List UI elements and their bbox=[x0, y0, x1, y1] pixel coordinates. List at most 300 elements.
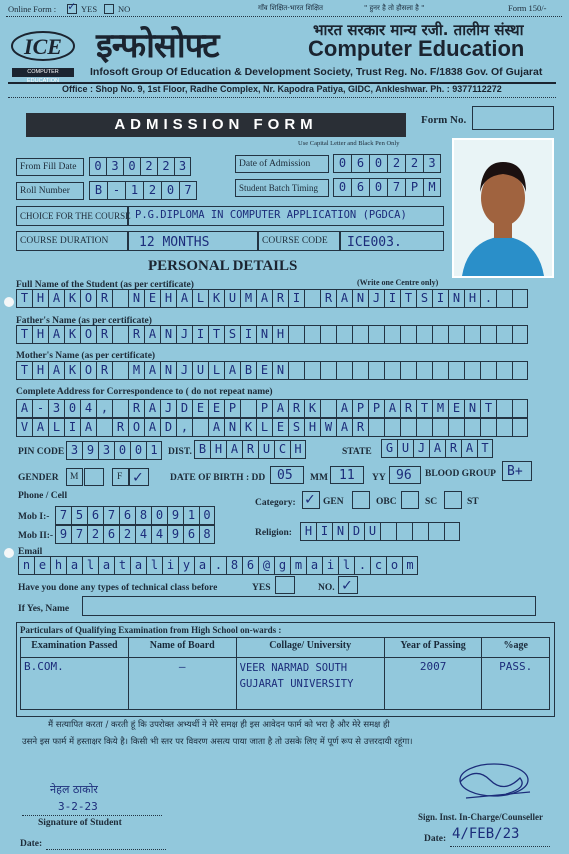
char-cell: 3 bbox=[98, 441, 114, 460]
char-cell: R bbox=[242, 440, 258, 459]
char-cell: a bbox=[306, 556, 322, 575]
char-cell bbox=[448, 418, 464, 437]
mob1-label: Mob I:- bbox=[18, 512, 50, 522]
dob-mm-label: MM bbox=[310, 473, 328, 483]
roll-number-label: Roll Number bbox=[20, 186, 70, 196]
char-cell: P bbox=[256, 399, 272, 418]
dob-yy-label: YY bbox=[372, 473, 386, 483]
if-yes-field[interactable] bbox=[82, 596, 536, 616]
char-cell: U bbox=[397, 439, 413, 458]
char-cell: 6 bbox=[242, 556, 258, 575]
tech-yes-label: YES bbox=[252, 583, 271, 593]
char-cell: 0 bbox=[199, 506, 215, 525]
char-cell bbox=[320, 361, 336, 380]
char-cell: T bbox=[480, 399, 496, 418]
blood-group-label: BLOOD GROUP bbox=[425, 469, 496, 479]
char-cell: A bbox=[144, 399, 160, 418]
student-photo bbox=[452, 138, 554, 278]
form-price: Form 150/- bbox=[508, 3, 547, 13]
address-line1-field[interactable] bbox=[16, 399, 528, 418]
check-mark-icon: ✓ bbox=[305, 489, 315, 508]
char-cell: H bbox=[210, 440, 226, 459]
religion-field[interactable] bbox=[300, 522, 460, 541]
char-cell bbox=[384, 325, 400, 344]
char-cell bbox=[512, 399, 528, 418]
char-cell: 0 bbox=[64, 399, 80, 418]
dob-yy-field[interactable]: 96 bbox=[389, 466, 421, 484]
char-cell: A bbox=[208, 418, 224, 437]
tech-yes-checkbox[interactable] bbox=[275, 576, 295, 594]
dob-label: DATE OF BIRTH : DD bbox=[170, 473, 266, 483]
father-name-field[interactable] bbox=[16, 325, 528, 344]
char-cell bbox=[496, 399, 512, 418]
char-cell: I bbox=[240, 325, 256, 344]
char-cell: 9 bbox=[82, 441, 98, 460]
char-cell: K bbox=[208, 289, 224, 308]
char-cell: A bbox=[48, 325, 64, 344]
from-fill-date-label: From Fill Date bbox=[20, 162, 77, 172]
char-cell bbox=[464, 418, 480, 437]
check-mark-icon: ✓ bbox=[133, 467, 143, 486]
mother-name-field[interactable] bbox=[16, 361, 528, 380]
char-cell: I bbox=[64, 418, 80, 437]
char-cell: H bbox=[160, 289, 176, 308]
char-cell: A bbox=[144, 418, 160, 437]
char-cell: K bbox=[240, 418, 256, 437]
hindi-tagline-2: " हुनर है तो हौसला है " bbox=[364, 4, 425, 12]
batch-timing-field[interactable]: 0 6 0 7 P M bbox=[333, 178, 441, 197]
category-obc-label: OBC bbox=[376, 497, 397, 507]
address-line2-field[interactable] bbox=[16, 418, 528, 437]
mother-name-label: Mother's Name (as per certificate) bbox=[16, 351, 156, 361]
char-cell: R bbox=[272, 289, 288, 308]
char-cell: e bbox=[34, 556, 50, 575]
roll-number-field[interactable]: B - 1 2 0 7 bbox=[89, 181, 197, 200]
char-cell bbox=[240, 399, 256, 418]
char-cell: D bbox=[348, 522, 364, 541]
char-cell: H bbox=[272, 325, 288, 344]
char-cell: a bbox=[130, 556, 146, 575]
char-cell: P bbox=[352, 399, 368, 418]
char-cell bbox=[444, 522, 460, 541]
punch-hole bbox=[4, 548, 14, 558]
char-cell bbox=[416, 361, 432, 380]
char-cell: N bbox=[352, 289, 368, 308]
course-code-label: COURSE CODE bbox=[262, 236, 328, 246]
char-cell bbox=[304, 325, 320, 344]
char-cell: R bbox=[128, 325, 144, 344]
char-cell: R bbox=[96, 325, 112, 344]
char-cell: - bbox=[32, 399, 48, 418]
char-cell bbox=[112, 361, 128, 380]
char-cell: E bbox=[256, 361, 272, 380]
category-gen-checkbox[interactable] bbox=[302, 491, 320, 509]
char-cell: l bbox=[146, 556, 162, 575]
qualify-table bbox=[20, 637, 550, 710]
email-label: Email bbox=[18, 547, 43, 557]
society-line: Infosoft Group Of Education & Development Society, Trust Reg. No. F/1838 Gov. Of Gujarat bbox=[90, 66, 543, 78]
char-cell: J bbox=[160, 399, 176, 418]
char-cell: N bbox=[272, 361, 288, 380]
char-cell: U bbox=[224, 289, 240, 308]
write-one-centre-note: (Write one Centre only) bbox=[357, 278, 439, 287]
signature-student-label: Signature of Student bbox=[38, 818, 122, 828]
char-cell: R bbox=[96, 361, 112, 380]
char-cell: M bbox=[128, 361, 144, 380]
dist-field[interactable] bbox=[194, 440, 306, 459]
char-cell bbox=[112, 325, 128, 344]
char-cell: 4 bbox=[80, 399, 96, 418]
char-cell: 1 bbox=[146, 441, 162, 460]
char-cell: H bbox=[32, 325, 48, 344]
char-cell: T bbox=[477, 439, 493, 458]
check-mark-icon: ✓ bbox=[68, 0, 76, 13]
char-cell bbox=[428, 522, 444, 541]
date-of-admission-field[interactable]: 0 6 0 2 2 3 bbox=[333, 154, 441, 173]
char-cell: W bbox=[320, 418, 336, 437]
char-cell: I bbox=[432, 289, 448, 308]
pin-code-field[interactable] bbox=[66, 441, 162, 460]
gov-hindi: भारत सरकार मान्य रजी. तालीम संस्था bbox=[313, 21, 524, 39]
char-cell: A bbox=[16, 399, 32, 418]
char-cell: n bbox=[18, 556, 34, 575]
char-cell: c bbox=[370, 556, 386, 575]
char-cell: A bbox=[336, 418, 352, 437]
pin-code-label: PIN CODE bbox=[18, 447, 65, 457]
char-cell: 8 bbox=[135, 506, 151, 525]
char-cell: 6 bbox=[183, 525, 199, 544]
char-cell: H bbox=[464, 289, 480, 308]
office-line: Office : Shop No. 9, 1st Floor, Radhe Complex, Nr. Kapodra Patiya, GIDC, Ankleshwar. Ph. : 9377112272 bbox=[62, 84, 502, 94]
counsellor-signature bbox=[446, 758, 536, 808]
gender-m-label: M bbox=[70, 472, 79, 482]
char-cell bbox=[512, 361, 528, 380]
form-no-label: Form No. bbox=[421, 114, 467, 126]
char-cell: 9 bbox=[55, 525, 71, 544]
char-cell bbox=[400, 361, 416, 380]
tech-class-label: Have you done any types of technical class before bbox=[18, 583, 218, 593]
char-cell: U bbox=[258, 440, 274, 459]
char-cell bbox=[352, 325, 368, 344]
course-code-field[interactable]: ICE003. bbox=[340, 231, 444, 251]
logo-sub: COMPUTER EDUCATION bbox=[27, 69, 59, 84]
char-cell: R bbox=[352, 418, 368, 437]
char-cell: H bbox=[32, 289, 48, 308]
char-cell: L bbox=[48, 418, 64, 437]
char-cell: T bbox=[416, 399, 432, 418]
char-cell bbox=[96, 418, 112, 437]
char-cell: N bbox=[332, 522, 348, 541]
char-cell bbox=[304, 289, 320, 308]
admission-form-banner: ADMISSION FORM bbox=[26, 113, 406, 137]
char-cell: K bbox=[304, 399, 320, 418]
char-cell bbox=[432, 418, 448, 437]
char-cell: T bbox=[400, 289, 416, 308]
char-cell: g bbox=[274, 556, 290, 575]
char-cell: 9 bbox=[167, 506, 183, 525]
char-cell: 9 bbox=[167, 525, 183, 544]
qualify-header: Collage/ University bbox=[236, 638, 384, 658]
batch-timing-label: Student Batch Timing bbox=[239, 183, 319, 193]
course-duration-label: COURSE DURATION bbox=[20, 236, 109, 246]
char-cell: N bbox=[464, 399, 480, 418]
char-cell: A bbox=[224, 361, 240, 380]
category-label: Category: bbox=[255, 498, 296, 508]
char-cell: i bbox=[322, 556, 338, 575]
char-cell bbox=[480, 325, 496, 344]
char-cell: I bbox=[384, 289, 400, 308]
char-cell bbox=[336, 361, 352, 380]
char-cell: h bbox=[50, 556, 66, 575]
hindi-tagline-1: गाँव शिक्षित-भारत शिक्षित bbox=[258, 4, 323, 12]
category-obc-checkbox[interactable] bbox=[352, 491, 370, 509]
dob-dd-field[interactable]: 05 bbox=[270, 466, 304, 484]
char-cell bbox=[480, 361, 496, 380]
char-cell: T bbox=[16, 361, 32, 380]
char-cell bbox=[496, 418, 512, 437]
char-cell: 7 bbox=[103, 506, 119, 525]
student-signature: नेहल ठाकोर bbox=[50, 783, 98, 796]
char-cell: 6 bbox=[119, 506, 135, 525]
char-cell bbox=[304, 361, 320, 380]
char-cell: J bbox=[368, 289, 384, 308]
char-cell: 5 bbox=[71, 506, 87, 525]
char-cell: . bbox=[480, 289, 496, 308]
date-left-label: Date: bbox=[20, 839, 43, 849]
char-cell: N bbox=[224, 418, 240, 437]
char-cell: 6 bbox=[87, 506, 103, 525]
declaration-line-1: मैं सत्यापित करता / करती हूं कि उपरोक्त अभ्यर्थी ने मेरे समक्ष ही इस आवेदन फार्म को भरा है और मेरे समक्ष ही bbox=[48, 720, 390, 730]
blood-group-field[interactable]: B+ bbox=[502, 461, 532, 481]
choice-course-field[interactable]: P.G.DIPLOMA IN COMPUTER APPLICATION (PGDCA) bbox=[128, 206, 444, 226]
char-cell: R bbox=[400, 399, 416, 418]
char-cell: A bbox=[226, 440, 242, 459]
char-cell: a bbox=[66, 556, 82, 575]
char-cell: O bbox=[80, 361, 96, 380]
mob2-field[interactable] bbox=[55, 525, 215, 544]
course-duration-field[interactable]: 12 MONTHS bbox=[128, 231, 258, 251]
char-cell: P bbox=[224, 399, 240, 418]
online-yes-checkbox[interactable] bbox=[67, 0, 77, 14]
sign-counsellor-label: Sign. Inst. In-Charge/Counseller bbox=[418, 812, 544, 822]
char-cell: @ bbox=[258, 556, 274, 575]
char-cell bbox=[464, 361, 480, 380]
char-cell bbox=[384, 418, 400, 437]
char-cell: T bbox=[208, 325, 224, 344]
qualify-header: Name of Board bbox=[128, 638, 236, 658]
char-cell: A bbox=[144, 361, 160, 380]
char-cell bbox=[448, 325, 464, 344]
char-cell bbox=[432, 325, 448, 344]
char-cell: i bbox=[162, 556, 178, 575]
category-gen-label: GEN bbox=[323, 497, 344, 507]
from-fill-date-field[interactable]: 0 3 0 2 2 3 bbox=[89, 157, 191, 176]
char-cell: 4 bbox=[151, 525, 167, 544]
category-st-checkbox[interactable] bbox=[444, 491, 462, 509]
char-cell bbox=[512, 289, 528, 308]
gender-f-label: F bbox=[117, 472, 123, 482]
char-cell bbox=[512, 325, 528, 344]
char-cell: A bbox=[80, 418, 96, 437]
char-cell bbox=[288, 361, 304, 380]
char-cell: I bbox=[288, 289, 304, 308]
char-cell: L bbox=[256, 418, 272, 437]
category-st-label: ST bbox=[467, 497, 479, 507]
date-right-value: 4/FEB/23 bbox=[452, 826, 520, 842]
category-sc-checkbox[interactable] bbox=[401, 491, 419, 509]
char-cell bbox=[512, 418, 528, 437]
char-cell: , bbox=[96, 399, 112, 418]
tech-no-label: NO. bbox=[318, 583, 335, 593]
char-cell: S bbox=[288, 418, 304, 437]
address-label: Complete Address for Correspondence to ( do not repeat name) bbox=[16, 387, 273, 397]
svg-text:ICE: ICE bbox=[24, 34, 62, 59]
char-cell: K bbox=[64, 361, 80, 380]
char-cell: a bbox=[194, 556, 210, 575]
mob1-field[interactable] bbox=[55, 506, 215, 525]
char-cell: 2 bbox=[119, 525, 135, 544]
char-cell bbox=[396, 522, 412, 541]
char-cell: A bbox=[48, 289, 64, 308]
char-cell: N bbox=[448, 289, 464, 308]
char-cell: H bbox=[304, 418, 320, 437]
online-form-label: Online Form : bbox=[8, 4, 57, 14]
char-cell bbox=[320, 325, 336, 344]
char-cell bbox=[412, 522, 428, 541]
char-cell: J bbox=[413, 439, 429, 458]
char-cell bbox=[496, 325, 512, 344]
full-name-label: Full Name of the Student (as per certificate) bbox=[16, 280, 194, 290]
personal-details-title: PERSONAL DETAILS bbox=[148, 258, 298, 274]
char-cell: A bbox=[336, 399, 352, 418]
char-cell bbox=[320, 399, 336, 418]
online-no-label: NO bbox=[118, 4, 131, 14]
char-cell: L bbox=[192, 289, 208, 308]
char-cell: m bbox=[402, 556, 418, 575]
char-cell: B bbox=[240, 361, 256, 380]
char-cell: E bbox=[208, 399, 224, 418]
char-cell bbox=[336, 325, 352, 344]
char-cell: . bbox=[210, 556, 226, 575]
char-cell: N bbox=[160, 325, 176, 344]
char-cell: H bbox=[32, 361, 48, 380]
char-cell: P bbox=[368, 399, 384, 418]
char-cell: 0 bbox=[130, 441, 146, 460]
qualify-header: %age bbox=[482, 638, 550, 658]
char-cell: D bbox=[160, 418, 176, 437]
char-cell: T bbox=[16, 325, 32, 344]
char-cell bbox=[400, 325, 416, 344]
char-cell: S bbox=[416, 289, 432, 308]
qualify-header: Examination Passed bbox=[21, 638, 129, 658]
char-cell bbox=[464, 325, 480, 344]
gender-label: GENDER bbox=[18, 473, 59, 483]
full-name-field[interactable] bbox=[16, 289, 528, 308]
date-of-admission-label: Date of Admission bbox=[239, 159, 311, 169]
char-cell: R bbox=[96, 289, 112, 308]
tech-no-checkbox[interactable] bbox=[338, 576, 358, 594]
char-cell bbox=[448, 361, 464, 380]
dob-mm-field[interactable]: 11 bbox=[330, 466, 364, 484]
char-cell: a bbox=[98, 556, 114, 575]
char-cell: O bbox=[80, 325, 96, 344]
mob2-label: Mob II:- bbox=[18, 531, 54, 541]
char-cell: m bbox=[290, 556, 306, 575]
religion-label: Religion: bbox=[255, 528, 292, 538]
email-field[interactable] bbox=[18, 556, 418, 575]
char-cell bbox=[112, 399, 128, 418]
category-sc-label: SC bbox=[425, 497, 438, 507]
char-cell: J bbox=[176, 325, 192, 344]
if-yes-label: If Yes, Name bbox=[18, 604, 70, 614]
char-cell: E bbox=[192, 399, 208, 418]
char-cell: 8 bbox=[226, 556, 242, 575]
char-cell: E bbox=[144, 289, 160, 308]
char-cell bbox=[480, 418, 496, 437]
char-cell: C bbox=[274, 440, 290, 459]
char-cell bbox=[496, 361, 512, 380]
char-cell: M bbox=[240, 289, 256, 308]
gender-m-checkbox[interactable] bbox=[84, 468, 104, 486]
char-cell: A bbox=[48, 361, 64, 380]
char-cell: 2 bbox=[87, 525, 103, 544]
char-cell: M bbox=[432, 399, 448, 418]
char-cell bbox=[496, 289, 512, 308]
char-cell: 7 bbox=[71, 525, 87, 544]
table-row: B.COM. — VEER NARMAD SOUTH GUJARAT UNIVERSITY 2007 PASS. bbox=[21, 658, 550, 710]
ice-logo bbox=[8, 24, 78, 84]
char-cell: l bbox=[82, 556, 98, 575]
char-cell: A bbox=[176, 289, 192, 308]
char-cell: R bbox=[288, 399, 304, 418]
char-cell: A bbox=[429, 439, 445, 458]
char-cell: 3 bbox=[66, 441, 82, 460]
char-cell: I bbox=[192, 325, 208, 344]
char-cell: N bbox=[160, 361, 176, 380]
char-cell: A bbox=[336, 289, 352, 308]
char-cell: R bbox=[320, 289, 336, 308]
char-cell: , bbox=[176, 418, 192, 437]
char-cell: V bbox=[16, 418, 32, 437]
char-cell bbox=[416, 325, 432, 344]
check-mark-icon: ✓ bbox=[342, 575, 352, 594]
char-cell bbox=[368, 418, 384, 437]
char-cell: U bbox=[192, 361, 208, 380]
char-cell: U bbox=[364, 522, 380, 541]
state-field[interactable] bbox=[381, 439, 493, 458]
char-cell: 3 bbox=[48, 399, 64, 418]
qualify-title: Particulars of Qualifying Examination from High School on-wards : bbox=[20, 625, 282, 635]
char-cell: 8 bbox=[199, 525, 215, 544]
signature-scribble-icon bbox=[446, 758, 536, 808]
qualify-header: Year of Passing bbox=[384, 638, 482, 658]
gender-f-checkbox[interactable] bbox=[129, 468, 149, 486]
char-cell: N bbox=[256, 325, 272, 344]
char-cell: 1 bbox=[183, 506, 199, 525]
char-cell: A bbox=[256, 289, 272, 308]
form-no-field[interactable] bbox=[472, 106, 554, 130]
char-cell: . bbox=[354, 556, 370, 575]
online-no-checkbox[interactable] bbox=[104, 4, 114, 14]
char-cell bbox=[112, 289, 128, 308]
punch-hole bbox=[4, 297, 14, 307]
char-cell bbox=[368, 361, 384, 380]
choice-course-label: CHOICE FOR THE COURSE bbox=[20, 211, 131, 221]
online-yes-label: YES bbox=[81, 4, 98, 14]
phone-label: Phone / Cell bbox=[18, 491, 68, 501]
char-cell: E bbox=[448, 399, 464, 418]
char-cell: D bbox=[176, 399, 192, 418]
